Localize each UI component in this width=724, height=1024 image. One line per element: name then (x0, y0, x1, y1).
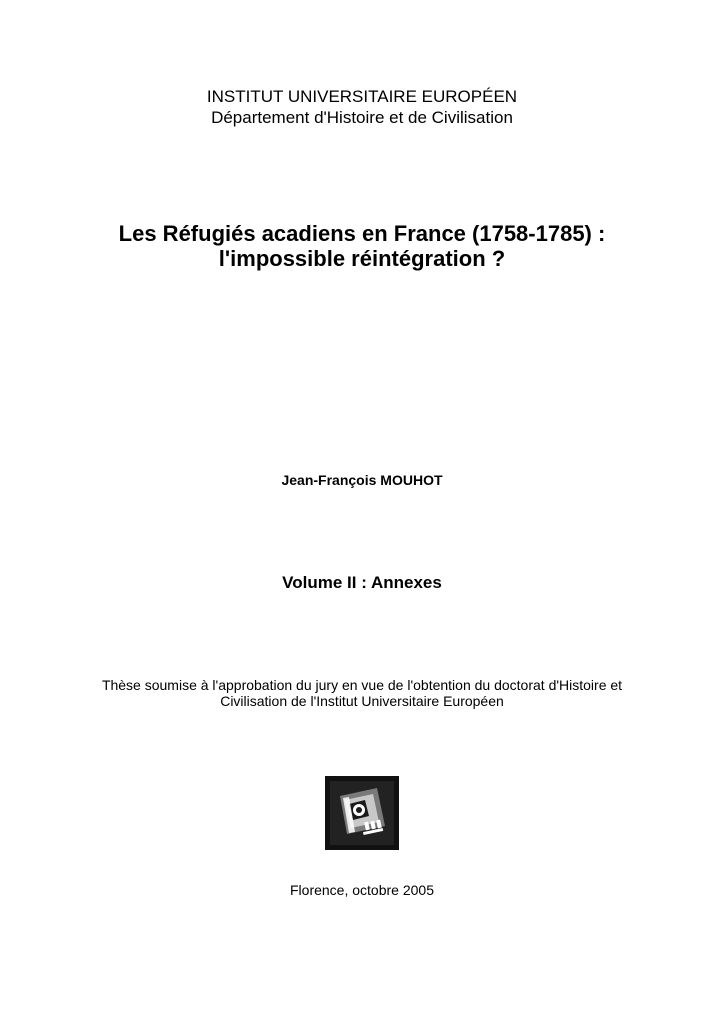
place-and-date: Florence, octobre 2005 (290, 882, 434, 898)
thesis-statement-line-2: Civilisation de l'Institut Universitaire Européen (220, 693, 504, 709)
volume-label: Volume II : Annexes (282, 573, 442, 592)
author-name: Jean-François MOUHOT (281, 472, 443, 488)
department-name: Département d'Histoire et de Civilisation (211, 108, 513, 127)
thesis-title-line-2: l'impossible réintégration ? (218, 246, 506, 271)
thesis-title-line-1: Les Réfugiés acadiens en France (1758-1785) : (118, 221, 606, 246)
institution-name: INSTITUT UNIVERSITAIRE EUROPÉEN (206, 87, 518, 106)
thesis-statement-line-1: Thèse soumise à l'approbation du jury en vue de l'obtention du doctorat d'Histoire et (101, 677, 623, 693)
institution-logo-icon (325, 776, 399, 850)
